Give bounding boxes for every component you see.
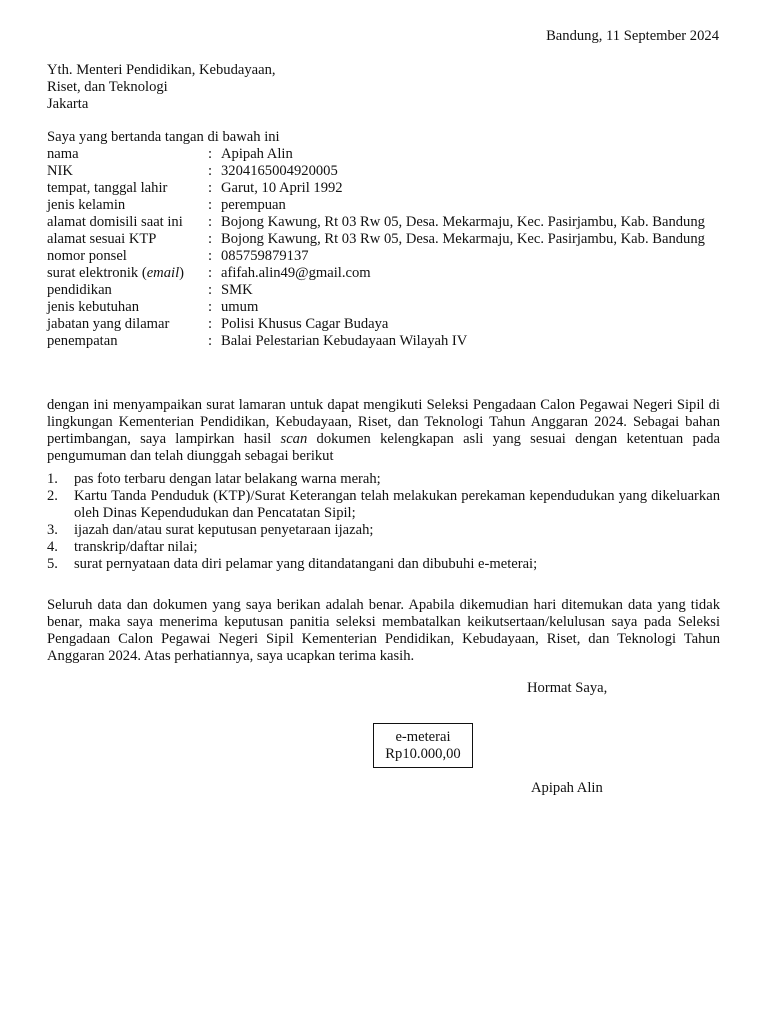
identity-value: Apipah Alin	[221, 146, 293, 162]
identity-colon: :	[208, 248, 213, 264]
identity-value: Bojong Kawung, Rt 03 Rw 05, Desa. Mekarmaju, Kec. Pasirjambu, Kab. Bandung	[221, 231, 705, 247]
identity-label: jabatan yang dilamar	[47, 316, 170, 332]
identity-colon: :	[208, 333, 213, 349]
identity-value: 085759879137	[221, 248, 309, 264]
identity-value: afifah.alin49@gmail.com	[221, 265, 371, 281]
identity-colon: :	[208, 180, 213, 196]
identity-label: tempat, tanggal lahir	[47, 180, 168, 196]
identity-row-position	[47, 316, 720, 333]
list-number: 4.	[47, 539, 58, 555]
recipient-block	[47, 62, 276, 113]
recipient-line: Yth. Menteri Pendidikan, Kebudayaan,	[47, 62, 276, 78]
signer-name: Apipah Alin	[531, 780, 603, 796]
identity-row-placement	[47, 333, 720, 350]
identity-label	[47, 265, 208, 282]
list-number: 3.	[47, 522, 58, 538]
list-item	[47, 522, 720, 539]
identity-row-nik	[47, 163, 720, 180]
identity-colon: :	[208, 282, 213, 298]
label-italic-part: email	[146, 265, 180, 281]
identity-colon: :	[208, 299, 213, 315]
list-number: 2.	[47, 488, 58, 504]
identity-row-domicile	[47, 214, 720, 231]
identity-row-ktp-address	[47, 231, 720, 248]
identity-value: Garut, 10 April 1992	[221, 180, 343, 196]
recipient-line: Jakarta	[47, 96, 89, 112]
identity-row-phone	[47, 248, 720, 265]
identity-label: pendidikan	[47, 282, 112, 298]
paragraph-text: dengan ini menyampaikan surat lamaran untuk dapat mengikuti Seleksi Pengadaan Calon Pegawai Negeri Sipil di lingkungan Kementerian Pendidikan, Kebudayaan, Riset, dan Teknologi Tahun Anggaran 2024. Sebagai bahan pertimbangan, saya lampirkan hasil	[47, 397, 720, 447]
identity-row-nama	[47, 146, 720, 163]
paragraph-text: dokumen kelengkapan asli yang sesuai dengan ketentuan pada pengumuman dan telah diunggah sebagai berikut	[47, 431, 720, 464]
identity-colon: :	[208, 231, 213, 247]
list-text: surat pernyataan data diri pelamar yang ditandatangani dan dibubuhi e-meterai;	[74, 556, 538, 572]
list-item	[47, 539, 720, 556]
closing-salutation: Hormat Saya,	[527, 680, 608, 696]
identity-label: NIK	[47, 163, 73, 179]
label-part: surat elektronik (	[47, 265, 147, 281]
intro-sentence: Saya yang bertanda tangan di bawah ini	[47, 129, 280, 145]
identity-value: Bojong Kawung, Rt 03 Rw 05, Desa. Mekarmaju, Kec. Pasirjambu, Kab. Bandung	[221, 214, 705, 230]
label-part: )	[179, 265, 185, 281]
identity-colon: :	[208, 197, 213, 213]
identity-label: alamat sesuai KTP	[47, 231, 157, 247]
identity-value: SMK	[221, 282, 253, 298]
identity-table	[47, 146, 720, 350]
paragraph-italic: scan	[280, 431, 308, 447]
e-meterai-box	[373, 723, 473, 768]
identity-row-gender	[47, 197, 720, 214]
list-text: Kartu Tanda Penduduk (KTP)/Surat Keterangan telah melakukan perekaman kependudukan yang dikeluarkan oleh Dinas Kependudukan dan Pencatatan Sipil;	[74, 488, 720, 521]
list-item	[47, 488, 720, 522]
identity-colon: :	[208, 214, 213, 230]
attachment-list	[47, 471, 720, 573]
identity-colon: :	[208, 146, 213, 162]
list-item	[47, 471, 720, 488]
list-number: 1.	[47, 471, 58, 487]
identity-value: perempuan	[221, 197, 286, 213]
application-paragraph	[47, 397, 720, 465]
identity-value: umum	[221, 299, 259, 315]
list-item	[47, 556, 720, 573]
identity-colon: :	[208, 265, 213, 281]
identity-value: Balai Pelestarian Kebudayaan Wilayah IV	[221, 333, 468, 349]
identity-label: nomor ponsel	[47, 248, 127, 264]
list-text: pas foto terbaru dengan latar belakang warna merah;	[74, 471, 381, 487]
identity-row-email	[47, 265, 720, 282]
identity-row-needs	[47, 299, 720, 316]
list-number: 5.	[47, 556, 58, 572]
identity-value: 3204165004920005	[221, 163, 338, 179]
identity-row-education	[47, 282, 720, 299]
identity-label: penempatan	[47, 333, 118, 349]
identity-label: nama	[47, 146, 79, 162]
closing-paragraph: Seluruh data dan dokumen yang saya berikan adalah benar. Apabila dikemudian hari ditemukan data yang tidak benar, maka saya menerima keputusan panitia seleksi membatalkan keikutsertaan/kelulusan saya pada Seleksi Pengadaan Calon Pegawai Negeri Sipil Kementerian Pendidikan, Kebudayaan, Riset, dan Teknologi Tahun Anggaran 2024. Atas perhatiannya, saya ucapkan terima kasih.	[47, 597, 720, 664]
identity-colon: :	[208, 163, 213, 179]
meterai-amount: Rp10.000,00	[385, 745, 461, 762]
identity-label: jenis kelamin	[47, 197, 126, 213]
recipient-line: Riset, dan Teknologi	[47, 79, 168, 95]
identity-colon: :	[208, 316, 213, 332]
list-text: transkrip/daftar nilai;	[74, 539, 198, 555]
identity-label: alamat domisili saat ini	[47, 214, 183, 230]
meterai-label: e-meterai	[395, 728, 451, 745]
identity-label: jenis kebutuhan	[47, 299, 140, 315]
list-text: ijazah dan/atau surat keputusan penyetaraan ijazah;	[74, 522, 374, 538]
letter-date: Bandung, 11 September 2024	[546, 28, 719, 44]
identity-row-birth	[47, 180, 720, 197]
identity-value: Polisi Khusus Cagar Budaya	[221, 316, 389, 332]
